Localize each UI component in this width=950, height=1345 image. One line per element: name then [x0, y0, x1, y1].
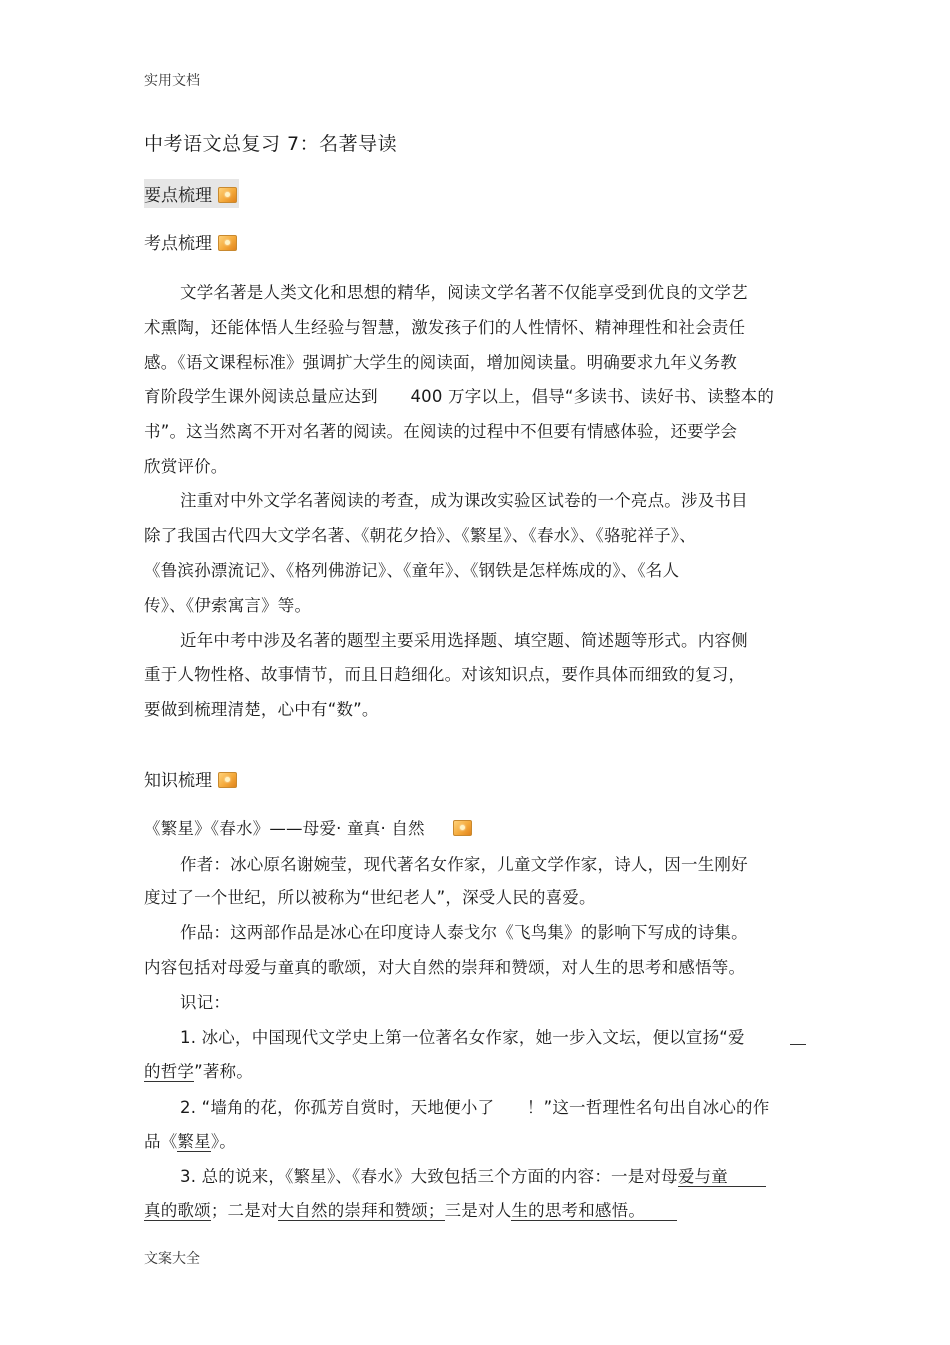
intro-p1-line6: 欣赏评价。	[144, 457, 228, 476]
page-title: 中考语文总复习 7：名著导读	[144, 133, 398, 155]
blank-underline	[790, 1044, 806, 1045]
intro-p2-line2: 除了我国古代四大文学名著、《朝花夕拾》、《繁星》、《春水》、《骆驼祥子》、	[144, 526, 696, 545]
item2-line2	[144, 1128, 236, 1152]
item1-tail: ”著称。	[194, 1062, 253, 1081]
folder-icon[interactable]	[218, 235, 237, 251]
intro-p2-line4: 传》、《伊索寓言》等。	[144, 596, 312, 615]
section-yaodian-label: 要点梳理	[144, 186, 212, 206]
folder-icon[interactable]	[453, 820, 472, 836]
section-zhishi	[144, 766, 237, 791]
intro-p1-line1: 文学名著是人类文化和思想的精华，阅读文学名著不仅能享受到优良的文学艺	[180, 283, 748, 302]
book-heading	[144, 815, 472, 839]
intro-p3-line2: 重于人物性格、故事情节，而且日趋细化。对该知识点，要作具体而细致的复习，	[144, 665, 746, 684]
item1-answer: 的哲学	[144, 1062, 195, 1081]
item2-tail: 》。	[210, 1132, 236, 1151]
item2-answer: 繁星	[177, 1132, 211, 1151]
item3-line1-text: 3. 总的说来，《繁星》、《春水》大致包括三个方面的内容：一是对母	[180, 1167, 678, 1186]
item1-line2	[144, 1058, 253, 1082]
item1-line1: 1. 冰心，中国现代文学史上第一位著名女作家，她一步入文坛，便以宣扬“爱	[180, 1028, 745, 1047]
book-heading-text: 《繁星》《春水》——母爱· 童真· 自然	[144, 819, 425, 838]
item3-answer3: 生的思考和感悟。	[511, 1201, 677, 1221]
item3-line2	[144, 1197, 677, 1221]
intro-p3-line3: 要做到梳理清楚，心中有“数”。	[144, 700, 379, 719]
item3-answer1-part1: 爱与童	[678, 1167, 766, 1187]
page-footer: 文案大全	[144, 1251, 200, 1267]
intro-p1-line4: 育阶段学生课外阅读总量应达到 400 万字以上，倡导“多读书、读好书、读整本的	[144, 387, 775, 406]
item3-line1	[180, 1163, 766, 1187]
item3-text2: ；二是对	[210, 1201, 278, 1220]
memo-label: 识记：	[180, 993, 231, 1012]
folder-icon[interactable]	[218, 187, 237, 203]
author-line1: 作者：冰心原名谢婉莹，现代著名女作家，儿童文学作家，诗人，因一生刚好	[180, 855, 748, 874]
work-line2: 内容包括对母爱与童真的歌颂，对大自然的崇拜和赞颂，对人生的思考和感悟等。	[144, 958, 746, 977]
intro-p3-line1: 近年中考中涉及名著的题型主要采用选择题、填空题、简述题等形式。内容侧	[180, 631, 748, 650]
work-line1: 作品：这两部作品是冰心在印度诗人泰戈尔《飞鸟集》的影响下写成的诗集。	[180, 923, 748, 942]
author-line2: 度过了一个世纪，所以被称为“世纪老人”，深受人民的喜爱。	[144, 888, 596, 907]
section-kaodian-label: 考点梳理	[144, 234, 212, 254]
intro-p2-line3: 《鲁滨孙漂流记》、《格列佛游记》、《童年》、《钢铁是怎样炼成的》、《名人	[144, 561, 680, 580]
section-kaodian	[144, 229, 237, 254]
folder-icon[interactable]	[218, 772, 237, 788]
intro-p1-line2: 术熏陶，还能体悟人生经验与智慧，激发孩子们的人性情怀、精神理性和社会责任	[144, 318, 746, 337]
section-zhishi-label: 知识梳理	[144, 771, 212, 791]
item3-answer1-part2: 真的歌颂	[144, 1201, 211, 1220]
intro-p1-line5: 书”。这当然离不开对名著的阅读。在阅读的过程中不但要有情感体验，还要学会	[144, 422, 738, 441]
intro-p2-line1: 注重对中外文学名著阅读的考查，成为课改实验区试卷的一个亮点。涉及书目	[180, 491, 748, 510]
item3-text3: 三是对人	[444, 1201, 512, 1220]
intro-p1-line3: 感。《语文课程标准》强调扩大学生的阅读面，增加阅读量。明确要求九年义务教	[144, 353, 737, 372]
item2-prefix: 品《	[144, 1132, 178, 1151]
section-yaodian	[144, 179, 239, 208]
item3-answer2: 大自然的崇拜和赞颂；	[277, 1201, 445, 1220]
item2-line1: 2. “墙角的花，你孤芳自赏时，天地便小了 ！”这一哲理性名句出自冰心的作	[180, 1098, 770, 1117]
page-header: 实用文档	[144, 73, 200, 89]
